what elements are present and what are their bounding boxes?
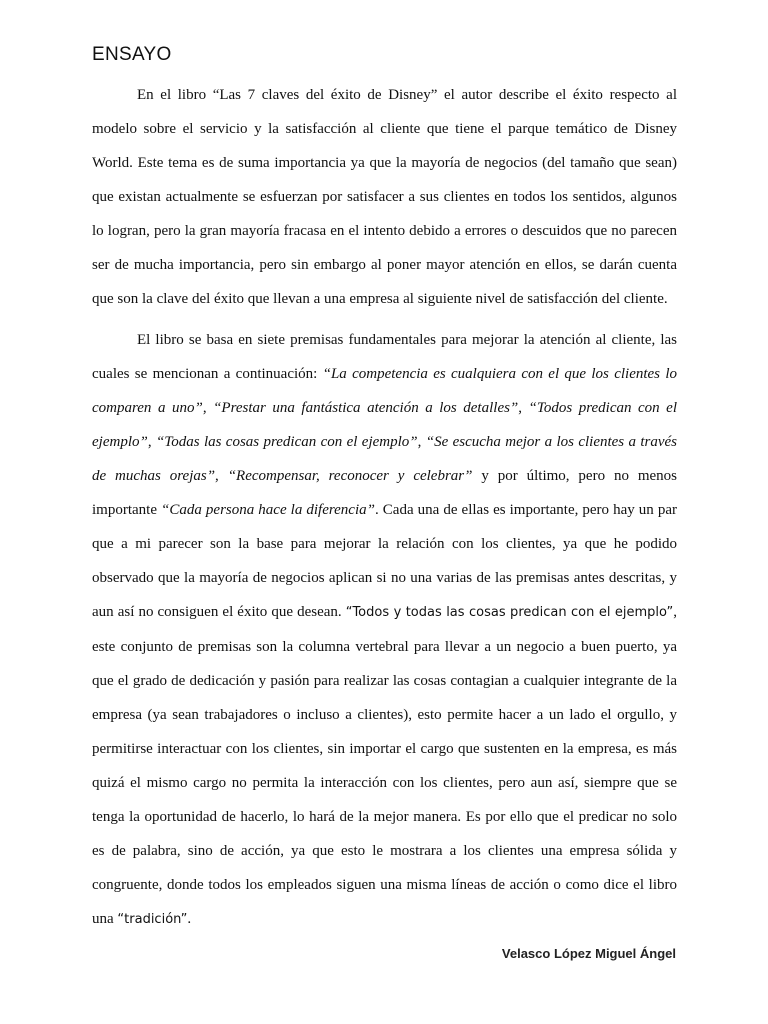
premise-quote-2: “Prestar una fantástica atención a los detalles”	[213, 400, 519, 416]
separator: ,	[202, 400, 214, 416]
premise-quote-5: “Se escucha mejor a los clientes a través de muchas orejas”	[92, 434, 678, 484]
separator: ,	[215, 468, 228, 484]
author-name: Velasco López Miguel Ángel	[501, 946, 676, 961]
paragraph-intro	[92, 78, 677, 316]
premise-quote-3: “Todos predican con el ejemplo”	[92, 400, 677, 450]
premises-intro: El libro se basa en siete premisas fundamentales para mejorar la atención al cliente, las cuales se mencionan a continuación:	[92, 332, 677, 382]
premises-body-2: , este conjunto de premisas son la columna vertebral para llevar a un negocio a buen puerto, ya que el grado de dedicación y pasión para realizar las cosas contagian a cualquier integrante de la empresa (ya sean trabajadores o incluso a clientes), esto permite hacer a un lado el orgullo, y permitirse interactuar con los clientes, sin importar el cargo que sustenten en la empresa, es más quizá el mismo cargo no permita la interacción con los clientes, pero aun así, siempre que se tenga la oportunidad de hacerlo, lo hará de la mejor manera. Es por ello que el predicar no solo es de palabra, sino de acción, ya que esto le mostrara a los clientes una empresa sólida y congruente, donde todos los empleados siguen una misma líneas de acción o como dice el libro una	[92, 604, 677, 927]
highlighted-premise: “Todos y todas las cosas predican con el ejemplo”	[345, 605, 674, 620]
paragraph-intro-part-a: En el libro “Las 7 claves del éxito de Disney” el autor describe el éxito	[137, 87, 603, 103]
document-title: ENSAYO	[92, 44, 172, 65]
tradition-word: “tradición”	[117, 912, 188, 927]
premise-quote-1: “La competencia es cualquiera con el que los clientes lo comparen a uno”	[92, 366, 677, 416]
premises-middle-text: y por último, pero no menos importante	[92, 468, 678, 518]
paragraph-premises	[92, 323, 677, 937]
premise-quote-6: “Recompensar, reconocer y celebrar”	[227, 468, 473, 484]
premise-quote-7: “Cada persona hace la diferencia”	[161, 502, 375, 518]
premises-body-1: . Cada una de ellas es importante, pero hay un par que a mi parecer son la base para mejorar la relación con los clientes, ya que he podido observado que la mayoría de negocios aplican si no una varias de las premisas antes descritas, y aun así no consiguen el éxito que desean.	[92, 502, 678, 620]
separator: ,	[518, 400, 529, 416]
separator: ,	[417, 434, 426, 450]
premises-end: .	[187, 911, 192, 927]
separator: ,	[147, 434, 156, 450]
premise-quote-4: “Todas las cosas predican con el ejemplo”	[155, 434, 418, 450]
paragraph-intro-part-b: respecto al modelo sobre el servicio y la satisfacción al cliente que tiene el parque temático de Disney World. Este tema es de suma importancia ya que la mayoría de negocios (del tamaño que sean) que existan actualmente se esfuerzan por satisfacer a sus clientes en todos los sentidos, algunos lo logran, pero la gran mayoría fracasa en el intento debido a errores o descuidos que no parecen ser de mucha importancia, pero sin embargo al poner mayor atención en ellos, se darán cuenta que son la clave del éxito que llevan a una empresa al siguiente nivel de satisfacción del cliente.	[92, 87, 677, 307]
